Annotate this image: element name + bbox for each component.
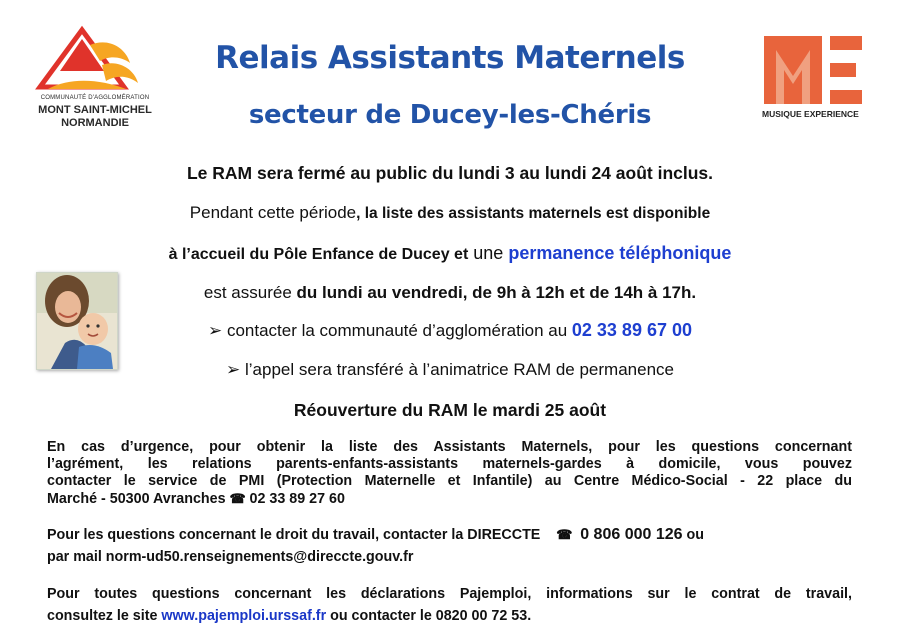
labor-law-text: Pour les questions concernant le droit du travail, contacter la DIRECCTE <box>47 527 545 543</box>
phone-icon: ☎ <box>229 491 246 506</box>
period-text-a: Pendant cette période <box>189 203 357 222</box>
phone-icon: ☎ <box>556 527 573 542</box>
pajemploi-line-2 <box>47 605 852 627</box>
mother-child-photo <box>36 272 118 370</box>
logo-caption-line1: MONT SAINT-MICHEL <box>38 104 152 116</box>
pajemploi-text-a: consultez le site <box>47 608 162 624</box>
arrow-bullet-icon: ➢ <box>207 321 223 340</box>
pmi-address: Marché - 50300 Avranches <box>47 491 230 507</box>
pajemploi-paragraph <box>47 583 852 627</box>
phone-service-text: permanence téléphonique <box>508 243 732 263</box>
page-subtitle: secteur de Ducey-les-Chéris <box>248 100 652 130</box>
reception-text-b: une <box>468 243 509 263</box>
transfer-text: l’appel sera transféré à l’animatrice RAM de permanence <box>245 360 674 379</box>
urgency-line-1: En cas d’urgence, pour obtenir la liste des Assistants Maternels, pour les questions concernant <box>47 439 852 455</box>
transfer-bullet <box>0 360 900 380</box>
urgency-line-3: contacter le service de PMI (Protection Maternelle et Infantile) au Centre Médico-Social - 22 place du <box>47 473 852 489</box>
logo-brand-text: MUSIQUE EXPERIENCE <box>762 109 859 119</box>
page-title: Relais Assistants Maternels <box>215 40 685 76</box>
closure-notice: Le RAM sera fermé au public du lundi 3 au lundi 24 août inclus. <box>186 163 714 183</box>
urgency-line-2: l’agrément, les relations parents-enfants-assistants maternels-gardes à domicile, vous pouvez <box>47 456 852 472</box>
reopening-notice: Réouverture du RAM le mardi 25 août <box>293 400 607 420</box>
pajemploi-phone[interactable]: 0820 00 72 53. <box>435 608 532 624</box>
pajemploi-text-b: ou contacter le <box>326 608 436 624</box>
labor-law-or: ou <box>682 527 704 543</box>
period-text-b: , la liste des assistants maternels est disponible <box>356 205 711 222</box>
contact-text: contacter la communauté d’agglomération au <box>226 321 572 340</box>
labor-law-paragraph <box>47 524 852 568</box>
urgency-paragraph <box>47 439 852 508</box>
pajemploi-link[interactable]: www.pajemploi.urssaf.fr <box>161 608 327 624</box>
reception-line <box>0 243 900 264</box>
direccte-email[interactable]: par mail norm-ud50.renseignements@direccte.gouv.fr <box>47 549 414 565</box>
hours-line <box>0 283 900 303</box>
contact-bullet <box>0 320 900 341</box>
direccte-phone[interactable]: 0 806 000 126 <box>580 526 683 543</box>
pajemploi-line-1: Pour toutes questions concernant les déclarations Pajemploi, informations sur le contrat de travail, <box>47 586 852 602</box>
hours-text-b: du lundi au vendredi, de 9h à 12h et de 14h à 17h. <box>296 283 697 302</box>
labor-law-line-1 <box>47 524 852 546</box>
arrow-bullet-icon: ➢ <box>226 360 241 379</box>
agglomeration-phone[interactable]: 02 33 89 67 00 <box>571 320 693 340</box>
logo-caption-small: COMMUNAUTÉ D'AGGLOMÉRATION <box>40 95 150 101</box>
hours-text-a: est assurée <box>203 283 297 302</box>
period-line <box>0 203 900 223</box>
reception-text-a: à l’accueil du Pôle Enfance de Ducey et <box>168 246 469 263</box>
mother-child-photo-illustration <box>37 273 117 369</box>
pmi-phone[interactable]: 02 33 89 27 60 <box>249 491 345 507</box>
logo-caption-line2: NORMANDIE <box>61 117 129 129</box>
urgency-line-4 <box>47 490 852 508</box>
